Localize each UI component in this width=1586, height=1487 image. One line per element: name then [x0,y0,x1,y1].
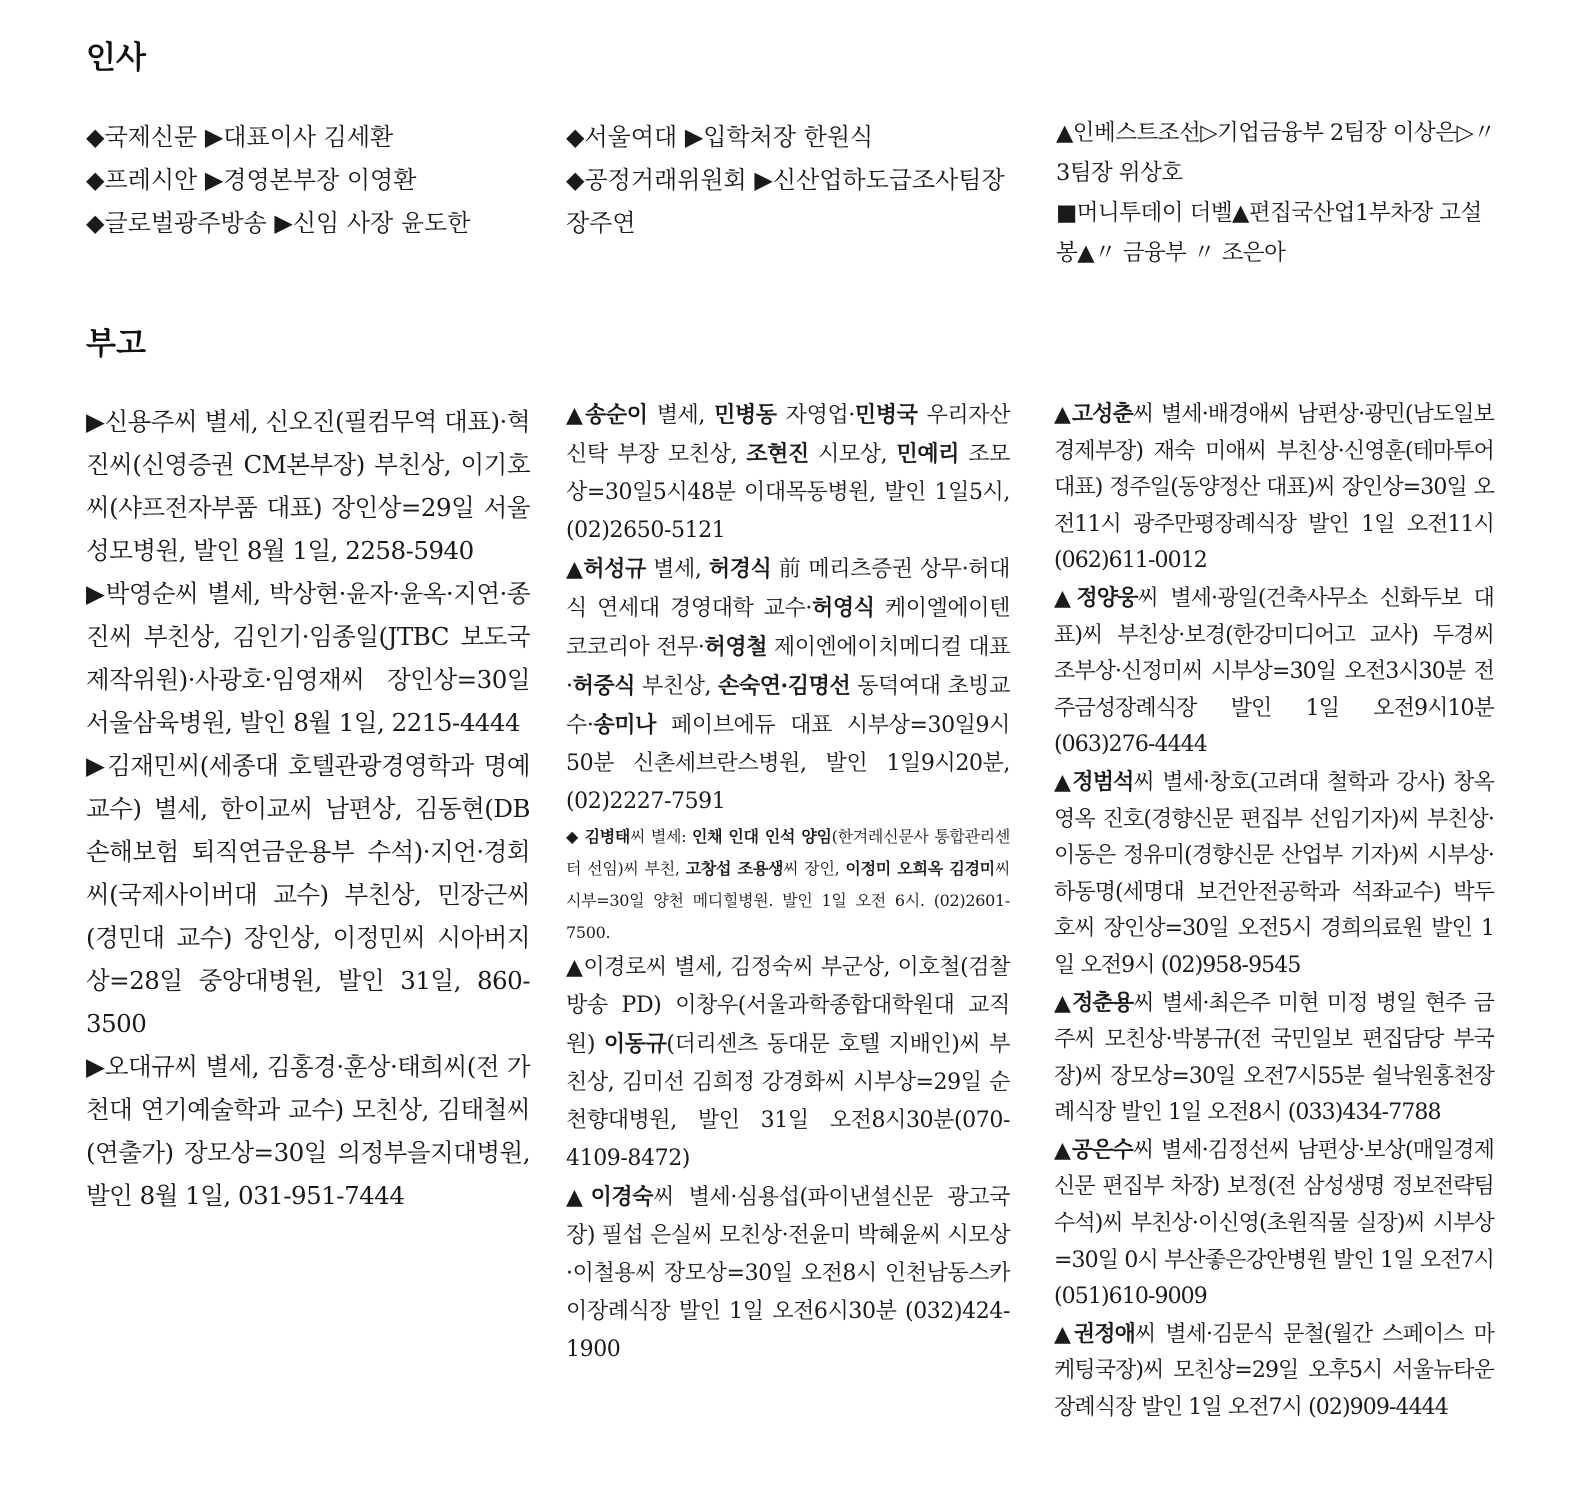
entry-text: 씨 장인, [783,859,846,878]
obituary-heading: 부고 [86,326,146,362]
obituary-entry [566,396,1010,550]
entry-text: 우리자산신탁 부장 모친상, [566,403,1010,467]
entry-text: 씨 시부=30일 양천 메디힐병원. 발인 1일 오전 6시. (02)2601-7500. [566,859,1010,942]
obituary-entry: ▶박영순씨 별세, 박상현·윤자·윤옥·지연·종진씨 부친상, 김인기·임종일(JTBC 보도국 제작위원)·사광호·임영재씨 장인상=30일 서울삼육병원, 발인 8월 1일, 2215-4444 [86,579,530,737]
obituary-column-1 [86,400,530,1217]
entry-text: 자영업· [776,403,855,428]
entry-text: 페이브에듀 대표 시부상=30일9시50분 신촌세브란스병원, 발인 1일9시20분, (02)2227-7591 [566,713,1010,814]
entry-bullet: ▲ [1054,585,1077,611]
entry-text: 씨 별세: [630,827,692,846]
entry-text: 씨 별세·광일(건축사무소 신화두보 대표)씨 부친상·보경(한강미디어고 교사) 두경씨 조부상·신정미씨 시부상=30일 오전3시30분 전주금성장례식장 발인 1일 오전9시10분 (063)276-4444 [1054,585,1494,758]
entry-text: (한겨레신문사 통합관리센터 선임)씨 부친, [566,827,1010,878]
entry-text: 씨 별세·김문식 문철(월간 스페이스 마케팅국장)씨 모친상=29일 오후5시 서울뉴타운장례식장 발인 1일 오전7시 (02)909-4444 [1054,1321,1494,1421]
entry-text: 동덕여대 초빙교수· [566,674,1010,738]
family-name: 민예리 [896,441,960,467]
obituary-entry: ▶김재민씨(세종대 호텔관광경영학과 명예교수) 별세, 한이교씨 남편상, 김동현(DB손해보험 퇴직연금운용부 수석)·지언·경회씨(국제사이버대 교수) 부친상, 민장근씨(경민대 교수) 장인상, 이정민씨 시아버지상=28일 중앙대병원, 발인 31일, 860-3500 [86,751,530,1038]
entry-bullet: ▲ [566,557,584,582]
entry-text: 씨 별세·심용섭(파이낸셜신문 광고국장) 필섭 은실씨 모친상·전윤미 박혜윤씨 시모상·이철용씨 장모상=30일 오전8시 인천남동스카이장례식장 발인 1일 오전6시30분 (032)424-1900 [566,1185,1010,1362]
family-name: 고창섭 조용생 [685,859,784,878]
obituary-entry [1054,396,1494,580]
entry-text: 씨 별세·창호(고려대 철학과 강사) 창옥 영옥 진호(경향신문 편집부 선임기자)씨 부친상·이동은 정유미(경향신문 산업부 기자)씨 시부상·하동명(세명대 보건안전공학과 석좌교수) 박두호씨 장인상=30일 오전5시 경희의료원 발인 1일 오전9시 (02)958-9545 [1054,769,1494,978]
entry-text: 씨 별세·최은주 미현 미정 병일 현주 금주씨 모친상·박봉규(전 국민일보 편집담당 부국장)씨 장모상=30일 오전7시55분 쉴낙원홍천장례식장 발인 1일 오전8시 (033)434-7788 [1054,990,1494,1126]
obituary-entry [566,821,1010,949]
entry-text: 케이엘에이텐코코리아 전무· [566,596,1010,660]
family-name: 민병동 [714,402,777,428]
entry-bullet: ◆ [566,827,585,846]
entry-bullet: ▲ [1054,1137,1072,1163]
personnel-item: ▲인베스트조선▷기업금융부 2팀장 이상은▷〃3팀장 위상호 [1056,120,1496,186]
deceased-name: 이경숙 [590,1184,654,1210]
obituary-entry [1054,580,1494,764]
obituary-entry [1054,1132,1494,1316]
personnel-column-2 [566,116,1006,245]
personnel-item: ◆국제신문 ▶대표이사 김세환 [86,123,394,151]
deceased-name: 권정애 [1073,1320,1135,1347]
personnel-item: ◆프레시안 ▶경영본부장 이영환 [86,166,417,194]
entry-bullet: ▲ [566,1185,591,1210]
family-name: 민병국 [854,402,918,428]
entry-text: (더리센츠 동대문 호텔 지배인)씨 부친상, 김미선 김희정 강경화씨 시부상=29일 순천향대병원, 발인 31일 오전8시30분(070-4109-8472) [566,1032,1010,1171]
entry-text: 제이엔에이치메디컬 대표· [566,635,1010,699]
obituary-entry [566,1178,1010,1369]
deceased-name: 정범석 [1072,768,1134,795]
obituary-entry [566,949,1010,1178]
family-name: 허중식 [572,673,636,699]
personnel-heading: 인사 [86,40,146,76]
deceased-name: 정양웅 [1076,584,1138,611]
entry-bullet: ▲ [1054,769,1073,795]
personnel-item: ■머니투데이 더벨▲편집국산업1부차장 고설봉▲〃 금융부 〃 조은아 [1056,200,1482,266]
personnel-column-1 [86,116,536,245]
obituary-entry: ▶오대규씨 별세, 김홍경·훈상·태희씨(전 가천대 연기예술학과 교수) 모친상, 김태철씨(연출가) 장모상=30일 의정부을지대병원, 발인 8월 1일, 031-951-7444 [86,1052,530,1210]
deceased-name: 김병태 [584,827,631,846]
family-name: 조현진 [746,441,809,467]
entry-text: 별세, [647,403,715,428]
entry-text: 조모상=30일5시48분 이대목동병원, 발인 1일5시, (02)2650-5121 [566,442,1010,543]
family-name: 이동규 [603,1031,667,1057]
family-name: 인채 인대 인석 양임 [691,827,832,846]
obituary-column-3 [1054,396,1494,1427]
deceased-name: 허성규 [583,556,646,582]
entry-text: 시모상, [808,442,897,467]
deceased-name: 송순이 [585,402,648,428]
entry-text: 씨 별세·배경애씨 남편상·광민(남도일보 경제부장) 재숙 미애씨 부친상·신영훈(테마투어 대표) 정주일(동양정산 대표)씨 장인상=30일 오전11시 광주만평장례식장 발인 1일 오전11시 (062)611-0012 [1054,402,1494,574]
entry-text: ▲이경로씨 별세, 김정숙씨 부군상, 이호철(검찰방송 PD) 이창우(서울과학종합대학원대 교직원) [566,955,1010,1057]
deceased-name: 고성춘 [1071,401,1133,427]
family-name: 이정미 오희옥 김경미 [845,859,995,878]
entry-text: 씨 별세·김정선씨 남편상·보상(매일경제신문 편집부 차장) 보정(전 삼성생명 정보전략팀 수석)씨 부친상·이신영(초원직물 실장)씨 시부상=30일 0시 부산좋은강안병원 발인 1일 오전7시 (051)610-9009 [1054,1137,1494,1310]
personnel-item: ◆공정거래위원회 ▶신산업하도급조사팀장 장주연 [566,166,1005,237]
family-name: 송미나 [593,712,657,738]
family-name: 손숙연·김명선 [717,673,851,699]
entry-text: 별세, [645,557,709,582]
personnel-item: ◆서울여대 ▶입학처장 한원식 [566,123,874,151]
obituary-column-2 [566,396,1010,1369]
entry-bullet: ▲ [1054,990,1073,1016]
obituary-entry [1054,1316,1494,1427]
obituary-entry [1054,764,1494,985]
entry-bullet: ▲ [566,403,586,428]
family-name: 허영식 [812,595,875,621]
obituary-entry: ▶신용주씨 별세, 신오진(필컴무역 대표)·혁진씨(신영증권 CM본부장) 부친상, 이기호씨(샤프전자부품 대표) 장인상=29일 서울성모병원, 발인 8월 1일, 2258-5940 [86,407,530,565]
personnel-item: ◆글로벌광주방송 ▶신임 사장 윤도한 [86,209,471,237]
entry-bullet: ▲ [1054,1321,1074,1347]
entry-text: 前 메리츠증권 상무·허대식 연세대 경영대학 교수· [566,557,1010,621]
entry-bullet: ▲ [1054,402,1072,427]
family-name: 허영철 [704,634,768,660]
obituary-entry [1054,985,1494,1132]
deceased-name: 정춘용 [1072,989,1134,1016]
deceased-name: 공은수 [1071,1136,1133,1163]
family-name: 허경식 [708,556,772,582]
obituary-entry [566,550,1010,821]
personnel-column-3 [1056,113,1496,273]
entry-text: 부친상, [635,674,718,699]
